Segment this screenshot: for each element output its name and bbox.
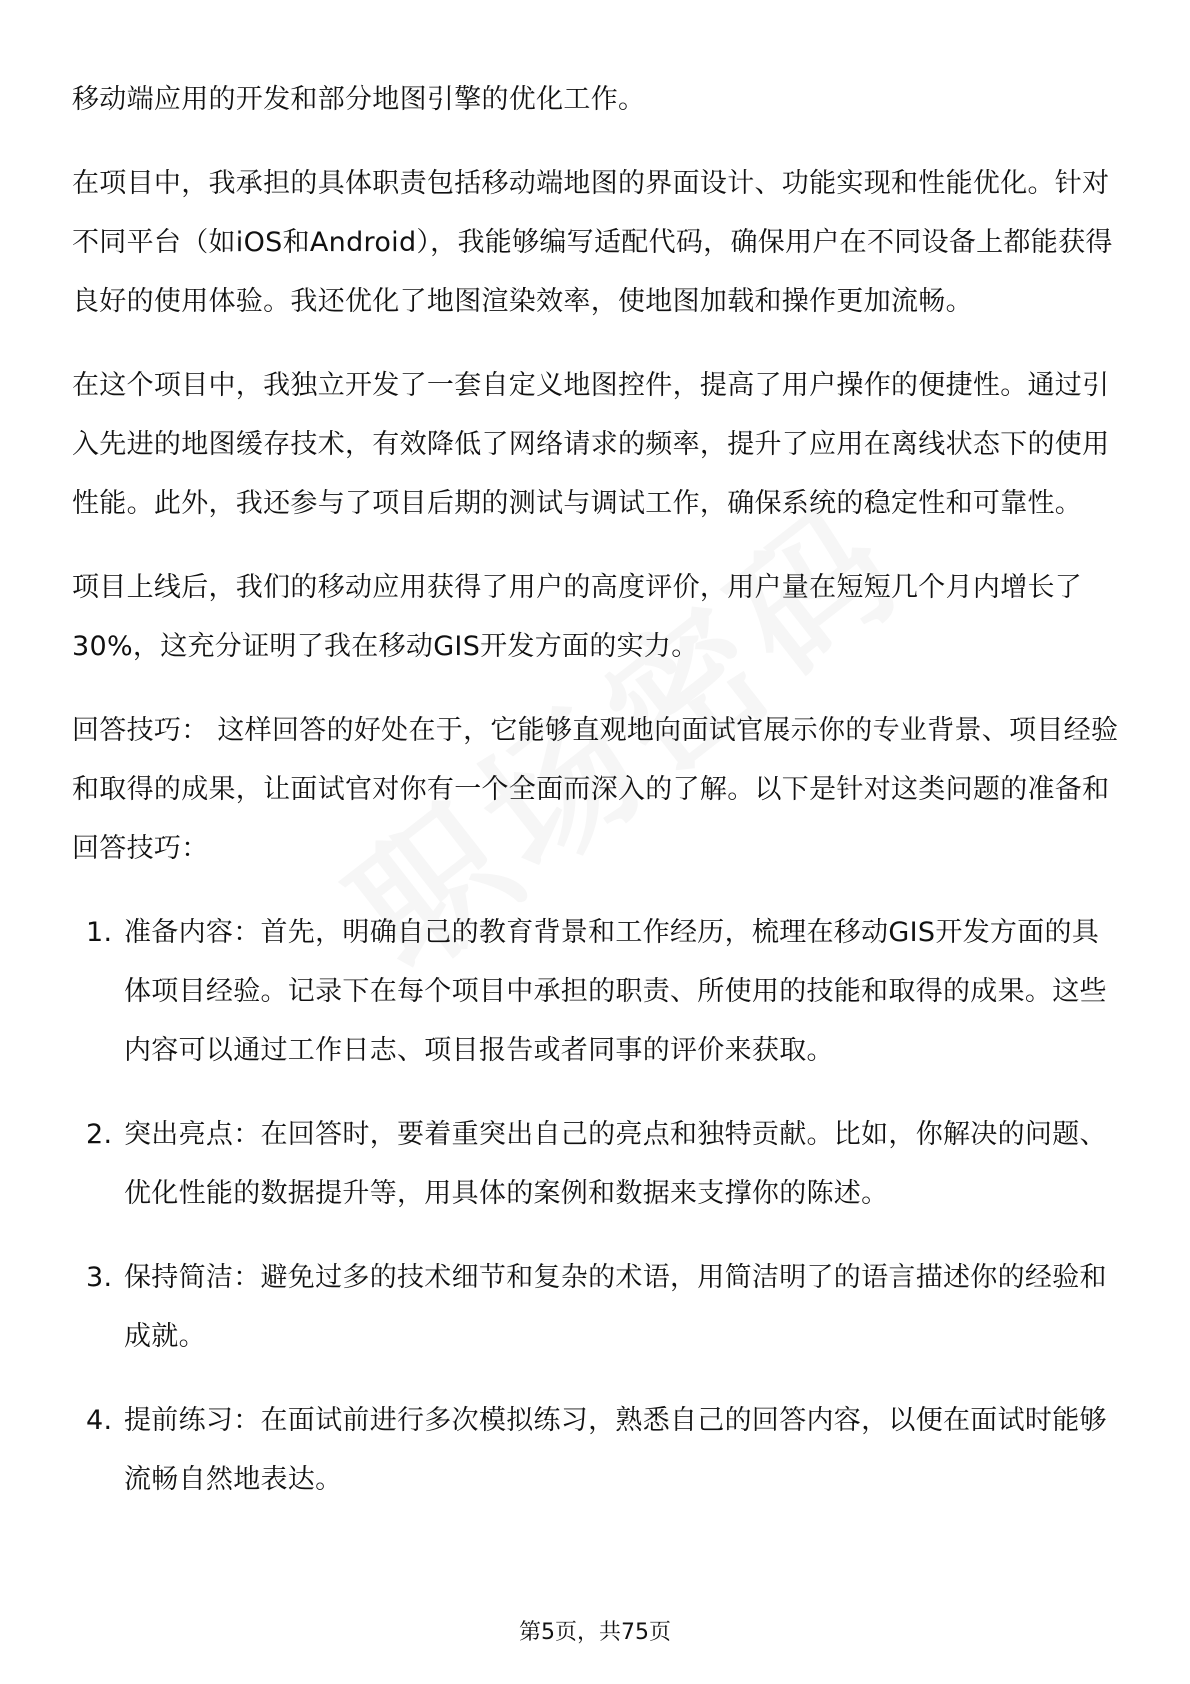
list-item-text: 准备内容：首先，明确自己的教育背景和工作经历，梳理在移动GIS开发方面的具体项目经验。记录下在每个项目中承担的职责、所使用的技能和取得的成果。这些内容可以通过工作日志、项目报告或者同事的评价来获取。 xyxy=(124,917,1107,1066)
page-number: 第5页，共75页 xyxy=(519,1620,671,1645)
document-body xyxy=(72,70,1120,1534)
answer-tips-paragraph: 回答技巧： 这样回答的好处在于，它能够直观地向面试官展示你的专业背景、项目经验和取得的成果，让面试官对你有一个全面而深入的了解。以下是针对这类问题的准备和回答技巧： xyxy=(72,715,1119,864)
list-number: 4. xyxy=(86,1405,113,1436)
list-number: 2. xyxy=(86,1119,113,1150)
list-item xyxy=(72,903,1120,1080)
paragraph: 项目上线后，我们的移动应用获得了用户的高度评价，用户量在短短几个月内增长了30%，这充分证明了我在移动GIS开发方面的实力。 xyxy=(72,572,1083,662)
list-item-text: 保持简洁：避免过多的技术细节和复杂的术语，用简洁明了的语言描述你的经验和成就。 xyxy=(124,1262,1107,1352)
paragraph: 在项目中，我承担的具体职责包括移动端地图的界面设计、功能实现和性能优化。针对不同平台（如iOS和Android），我能够编写适配代码，确保用户在不同设备上都能获得良好的使用体验。我还优化了地图渲染效率，使地图加载和操作更加流畅。 xyxy=(72,168,1113,317)
list-item xyxy=(72,1391,1120,1509)
paragraph: 在这个项目中，我独立开发了一套自定义地图控件，提高了用户操作的便捷性。通过引入先进的地图缓存技术，有效降低了网络请求的频率，提升了应用在离线状态下的使用性能。此外，我还参与了项目后期的测试与调试工作，确保系统的稳定性和可靠性。 xyxy=(72,370,1110,519)
list-item-text: 提前练习：在面试前进行多次模拟练习，熟悉自己的回答内容，以便在面试时能够流畅自然地表达。 xyxy=(124,1405,1107,1495)
list-number: 1. xyxy=(86,917,113,948)
paragraph: 移动端应用的开发和部分地图引擎的优化工作。 xyxy=(72,84,646,115)
list-item xyxy=(72,1248,1120,1366)
list-item xyxy=(72,1105,1120,1223)
page-footer xyxy=(0,1615,1190,1646)
list-item-text: 突出亮点：在回答时，要着重突出自己的亮点和独特贡献。比如，你解决的问题、优化性能的数据提升等，用具体的案例和数据来支撑你的陈述。 xyxy=(124,1119,1107,1209)
tips-list xyxy=(72,903,1120,1509)
list-number: 3. xyxy=(86,1262,113,1293)
